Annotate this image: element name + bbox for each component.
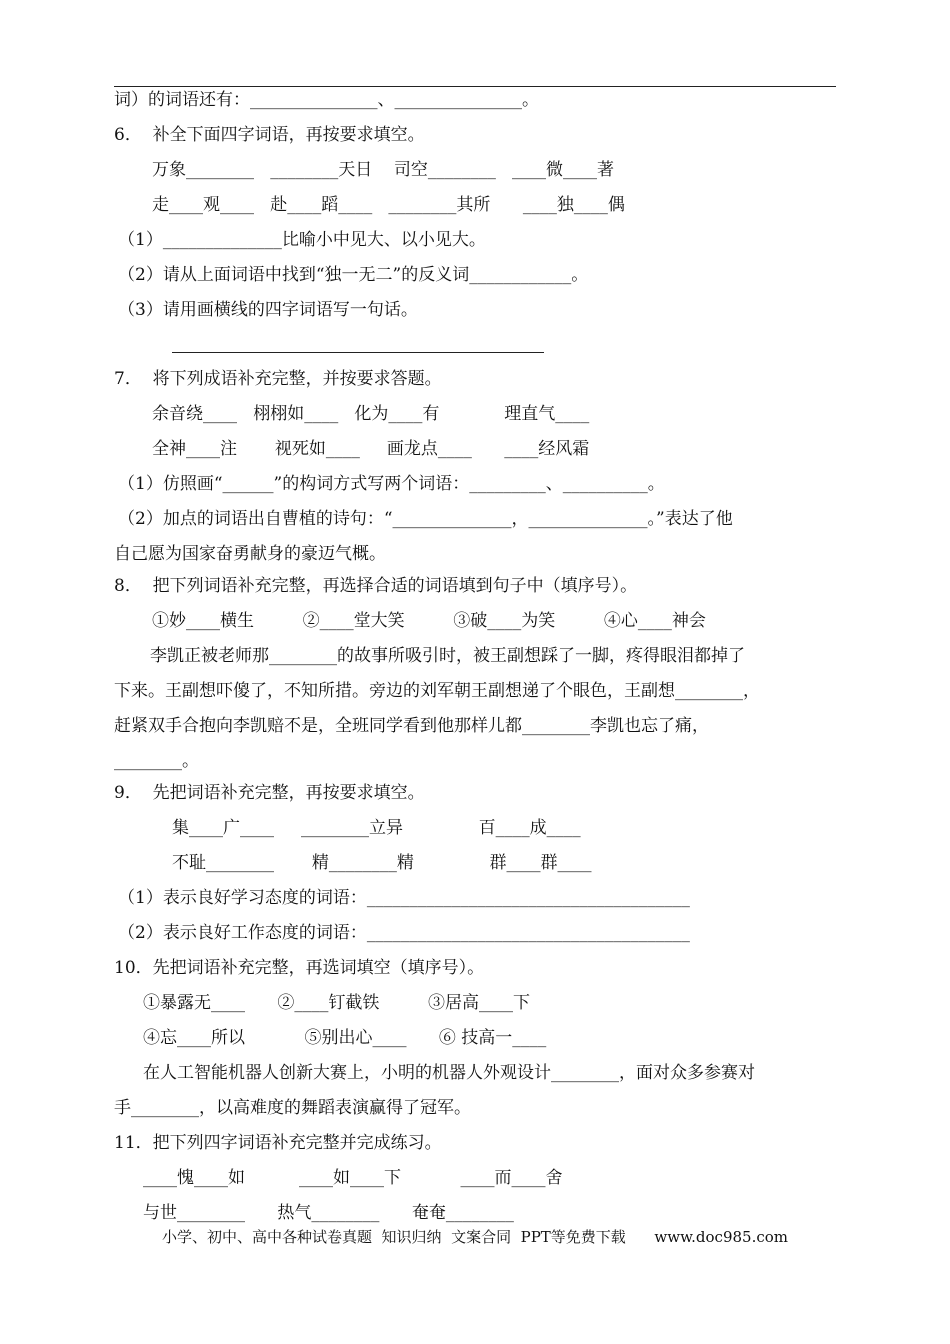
text-line: ________。 xyxy=(114,751,199,771)
text-line: （2）加点的词语出自曹植的诗句：“______________，______________。”表达了他 xyxy=(118,509,733,529)
text-line: 下来。王副想吓傻了，不知所措。旁边的刘军朝王副想递了个眼色，王副想________， xyxy=(114,681,760,701)
text-line: 余音绕____ 栩栩如____ 化为____有 理直气____ xyxy=(152,404,590,424)
question-11-title: 11．把下列四字词语补充完整并完成练习。 xyxy=(114,1133,442,1153)
question-6-title: 6． 补全下面四字词语，再按要求填空。 xyxy=(114,125,425,145)
text-line: ④忘____所以 ⑤别出心____ ⑥ 技高一____ xyxy=(143,1028,547,1048)
text-line: （2）请从上面词语中找到“独一无二”的反义词____________。 xyxy=(118,265,589,285)
text-line: 万象________ ________天日 司空________ ____微____著 xyxy=(152,160,615,180)
question-9-title: 9． 先把词语补充完整，再按要求填空。 xyxy=(114,783,425,803)
answer-line xyxy=(172,352,544,353)
text-line: 走____观____ 赴____蹈____ ________其所 ____独____偶 xyxy=(152,195,625,215)
text-line: （2）表示良好工作态度的词语：______________________________________ xyxy=(118,923,690,943)
text-line: ①妙____横生 ②____堂大笑 ③破____为笑 ④心____神会 xyxy=(152,611,706,631)
text-line: 与世________ 热气________ 奄奄________ xyxy=(143,1203,514,1223)
text-line: （1）仿照画“______”的构词方式写两个词语：_________、__________。 xyxy=(118,474,665,494)
text-line: 在人工智能机器人创新大赛上，小明的机器人外观设计________，面对众多参赛对 xyxy=(143,1063,755,1083)
text-line: 不耻________ 精________精 群____群____ xyxy=(172,853,592,873)
question-8-title: 8． 把下列词语补充完整，再选择合适的词语填到句子中（填序号）。 xyxy=(114,576,638,596)
text-line: 集____广____ ________立异 百____成____ xyxy=(172,818,581,838)
text-line: 赶紧双手合抱向李凯赔不是，全班同学看到他那样儿都________李凯也忘了痛， xyxy=(114,716,709,736)
question-7-title: 7． 将下列成语补充完整，并按要求答题。 xyxy=(114,369,442,389)
text-line: ____愧____如 ____如____下 ____而____舍 xyxy=(143,1168,563,1188)
text-line: 李凯正被老师那________的故事所吸引时，被王副想踩了一脚，疼得眼泪都掉了 xyxy=(150,646,745,666)
question-10-title: 10．先把词语补充完整，再选词填空（填序号）。 xyxy=(114,958,485,978)
text-line: 词）的词语还有：_______________、_______________。 xyxy=(114,90,539,110)
text-line: 自己愿为国家奋勇献身的豪迈气概。 xyxy=(114,544,386,564)
page-footer: 小学、初中、高中各种试卷真题 知识归纳 文案合同 PPT等免费下载 www.doc985.com xyxy=(162,1228,789,1246)
text-line: （1）表示良好学习态度的词语：______________________________________ xyxy=(118,888,690,908)
text-line: （1）______________比喻小中见大、以小见大。 xyxy=(118,230,486,250)
text-line: （3）请用画横线的四字词语写一句话。 xyxy=(118,300,418,320)
text-line: ①暴露无____ ②____钉截铁 ③居高____下 xyxy=(143,993,531,1013)
text-line: 手________，以高难度的舞蹈表演赢得了冠军。 xyxy=(114,1098,471,1118)
header-rule xyxy=(114,86,836,87)
text-line: 全神____注 视死如____ 画龙点____ ____经风霜 xyxy=(152,439,590,459)
